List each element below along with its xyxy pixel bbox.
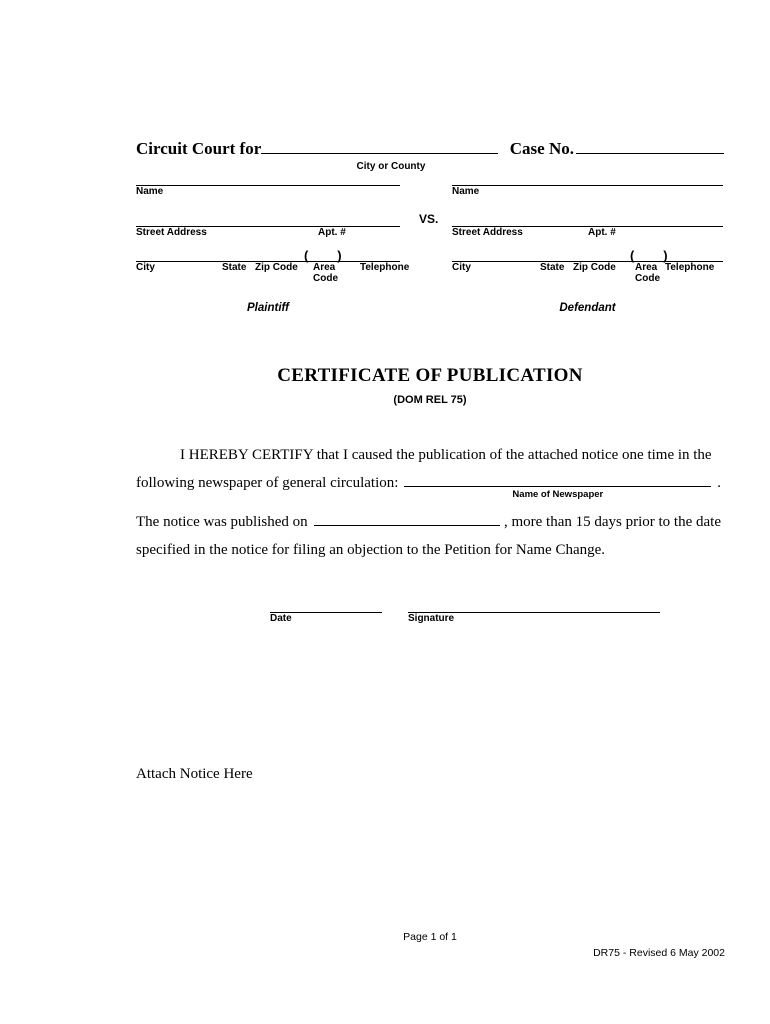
plaintiff-area-code-label	[313, 262, 338, 284]
signature-gap	[382, 612, 408, 624]
date-label: Date	[270, 613, 292, 624]
certify-line-4: specified in the notice for filing an objection to the Petition for Name Change.	[136, 542, 606, 558]
plaintiff-zip-label: Zip Code	[255, 262, 298, 273]
plaintiff-city-label: City	[136, 262, 155, 273]
published-on-prefix: The notice was published on	[136, 514, 308, 530]
defendant-name-label: Name	[452, 186, 480, 197]
plaintiff-address-block	[136, 180, 410, 314]
plaintiff-street-address-label: Street Address	[136, 227, 207, 238]
attach-notice-text: Attach Notice Here	[136, 766, 253, 782]
defendant-state-label: State	[540, 262, 565, 273]
defendant-role-label: Defendant	[559, 302, 616, 314]
defendant-telephone-label: Telephone	[665, 262, 715, 273]
defendant-area-code-label	[635, 262, 660, 284]
publication-date-input-line[interactable]	[314, 525, 500, 526]
plaintiff-area-label-line1: Area	[313, 262, 336, 273]
title-block	[136, 365, 724, 406]
signature-label: Signature	[408, 613, 455, 624]
defendant-city-labels	[452, 262, 723, 284]
newspaper-name-input-line[interactable]	[404, 486, 711, 500]
revision-stamp: DR75 - Revised 6 May 2002	[593, 947, 725, 959]
plaintiff-role-label: Plaintiff	[247, 302, 289, 314]
defendant-apt-label: Apt. #	[588, 227, 616, 238]
defendant-area-code-paren: ( )	[630, 248, 668, 263]
certify-line-2	[136, 469, 721, 500]
defendant-street-address-label: Street Address	[452, 227, 523, 238]
defendant-zip-label: Zip Code	[573, 262, 616, 273]
newspaper-sentence-prefix: following newspaper of general circulation:	[136, 475, 399, 491]
plaintiff-area-label-line2: Code	[313, 273, 338, 284]
case-no-label: Case No.	[509, 139, 574, 158]
plaintiff-area-code-paren-row	[136, 246, 400, 261]
defendant-area-label-line2: Code	[635, 273, 660, 284]
signature-block	[270, 612, 662, 624]
vs-label: VS.	[419, 212, 439, 226]
form-header	[136, 139, 724, 159]
plaintiff-street-labels	[136, 227, 400, 238]
case-no-input-line[interactable]	[576, 153, 724, 154]
circuit-court-label: Circuit Court for	[136, 139, 262, 158]
defendant-street-labels	[452, 227, 723, 238]
certify-line-1: I HEREBY CERTIFY that I caused the publication of the attached notice one time in the	[180, 447, 712, 463]
published-on-suffix: , more than 15 days prior to the date	[503, 514, 721, 530]
defendant-area-code-paren-row	[452, 246, 723, 261]
plaintiff-city-labels	[136, 262, 410, 284]
page-number: Page 1 of 1	[403, 931, 457, 943]
sentence-period: .	[717, 475, 721, 491]
plaintiff-area-code-paren: ( )	[304, 248, 342, 263]
form-title: CERTIFICATE OF PUBLICATION	[277, 365, 583, 386]
form-subtitle: (DOM REL 75)	[393, 394, 467, 406]
plaintiff-state-label: State	[222, 262, 247, 273]
plaintiff-name-label: Name	[136, 186, 164, 197]
signature-field	[408, 612, 660, 624]
city-or-county-label: City or County	[356, 161, 426, 172]
name-of-newspaper-label: Name of Newspaper	[512, 489, 604, 500]
defendant-area-label-line1: Area	[635, 262, 658, 273]
certify-line-3	[136, 508, 721, 536]
court-city-county-input-line[interactable]	[261, 153, 498, 154]
date-field	[270, 612, 382, 624]
certify-paragraph	[136, 441, 721, 564]
plaintiff-apt-label: Apt. #	[318, 227, 346, 238]
defendant-city-label: City	[452, 262, 471, 273]
plaintiff-telephone-label: Telephone	[360, 262, 410, 273]
defendant-address-block	[452, 180, 723, 314]
